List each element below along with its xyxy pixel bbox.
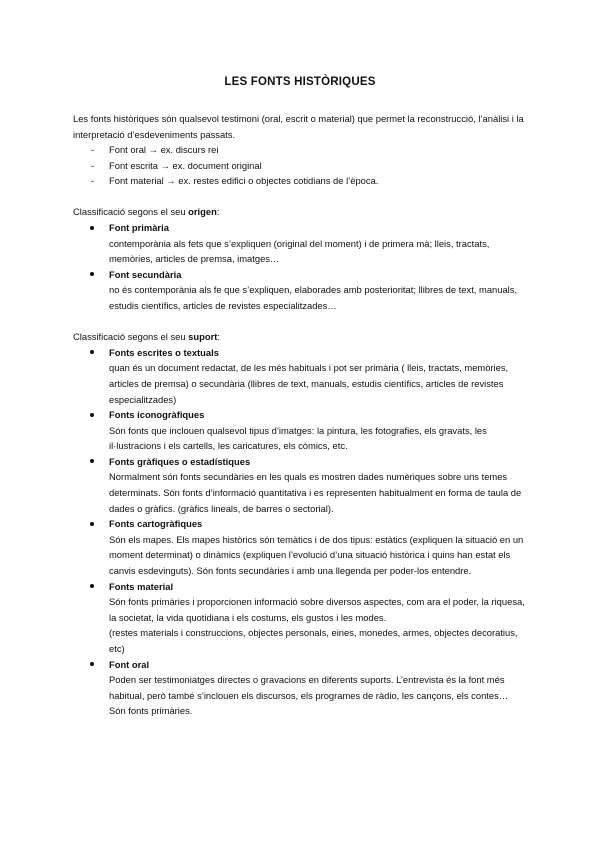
item-title: Font oral <box>109 658 150 670</box>
list-item: - Font escrita → ex. document original <box>73 158 533 174</box>
item-title: Fonts escrites o textuals <box>109 346 219 358</box>
origen-item-secundaria <box>73 267 533 314</box>
item-title: Fonts gràfiques o estadístiques <box>109 455 251 467</box>
item-text: Poden ser testimoniatges directes o gravacions en diferents suports. L’entrevista és la font més habitual, però també s’inclouen els discursos, els programes de ràdio, les cançons, els contes… <box>109 674 509 701</box>
item-text-extra: Són fonts primàries. <box>109 705 193 717</box>
page-title: LES FONTS HISTÒRIQUES <box>224 76 376 88</box>
list-item: - Font material → ex. restes edifici o objectes cotidians de l’època. <box>73 173 533 189</box>
list-item: - Font oral → ex. discurs rei <box>73 142 533 158</box>
item-text: contemporània als fets que s’expliquen (original del moment) i de primera mà; lleis, tractats, memòries, articles de premsa, imatges… <box>109 237 490 265</box>
intro-section <box>73 111 533 189</box>
item-title: Font primària <box>109 222 169 234</box>
item-title: Fonts material <box>109 580 174 592</box>
suport-item-cartografiques <box>73 516 533 578</box>
document-body <box>73 111 533 719</box>
origen-list <box>73 220 533 314</box>
item-text: quan és un document redactat, de les més habituals i pot ser primària ( lleis, tractats, memòries, articles de premsa) o secundària (llibres de text, manuals, estudis científics, articles de revistes especialitzades) <box>109 362 509 405</box>
item-text: Són fonts que inclouen qualsevol tipus d’imatges: la pintura, les fotografies, els gravats, les il·lustracions i els cartells, les caricatures, els còmics, etc. <box>109 424 487 452</box>
origen-heading: Classificació segons el seu origen: <box>73 206 220 218</box>
item-text: Normalment són fonts secundàries en les quals es mostren dades numèriques sobre uns temes determinats. Són fonts d’informació quantitativa i es representen habitualment en forma de taula de dades o gràfics. (gràfics lineals, de barres o sectorial). <box>109 471 522 514</box>
suport-list <box>73 345 533 719</box>
item-title: Font secundària <box>109 268 182 280</box>
item-text-extra: (restes materials i construccions, objectes personals, eines, monedes, armes, objectes decoratius, etc) <box>109 627 518 654</box>
suport-item-escrites <box>73 345 533 407</box>
suport-item-oral <box>73 657 533 719</box>
suport-heading: Classificació segons el seu suport: <box>73 331 220 343</box>
item-text: Són els mapes. Els mapes històrics són temàtics i de dos tipus: estàtics (expliquen la situació en un moment determinat) o dinàmics (expliquen l’evolució d’una situació històrica i quins han estat els canvis esdevinguts). Són fonts secundàries i amb una llegenda per poder-los entendre. <box>109 533 524 577</box>
suport-item-material <box>73 579 533 657</box>
suport-item-iconografiques <box>73 407 533 454</box>
item-text: Són fonts primàries i proporcionen informació sobre diversos aspectes, com ara el poder, la riquesa, la societat, la vida quotidiana i els costums, els gustos i les modes. <box>109 596 525 623</box>
intro-paragraph: Les fonts històriques són qualsevol testimoni (oral, escrit o material) que permet la reconstrucció, l’anàlisi i la interpretació d’esdeveniments passats. <box>73 113 524 140</box>
source-types-list <box>73 142 533 189</box>
origen-keyword: origen <box>188 206 217 218</box>
origen-item-primaria <box>73 220 533 267</box>
suport-item-grafiques <box>73 454 533 516</box>
item-title: Fonts iconogràfiques <box>109 409 205 421</box>
suport-keyword: suport <box>188 331 218 343</box>
item-text: no és contemporània als fe que s’expliquen, elaborades amb posterioritat; llibres de text, manuals, estudis científics, articles de revistes especialitzades… <box>109 284 518 312</box>
item-title: Fonts cartogràfiques <box>109 518 203 530</box>
